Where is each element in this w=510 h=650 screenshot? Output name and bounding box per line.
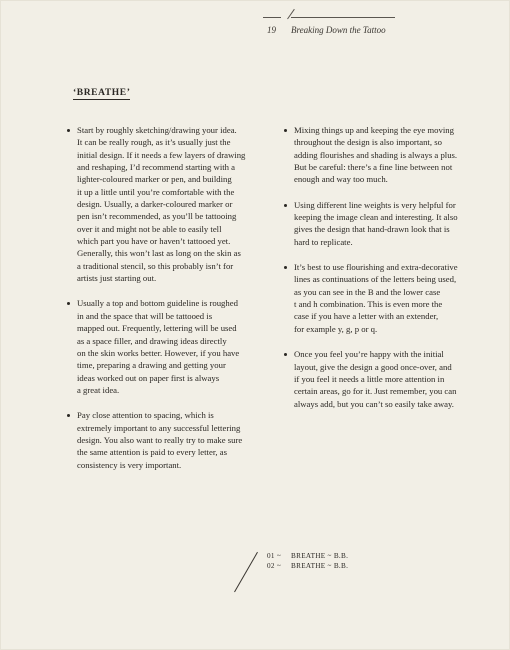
bullet-item	[284, 124, 494, 186]
bullet-item	[67, 124, 279, 284]
credit-number: 02 ~	[267, 562, 282, 570]
bullet-icon	[284, 266, 287, 269]
bullet-text: Once you feel you’re happy with the initial layout, give the design a good once-over, and if you feel it needs a little more attention in certain areas, go for it. Just remember, you can always add, but you can’t so easily take away.	[294, 349, 457, 409]
section-heading: ‘BREATHE’	[73, 88, 131, 98]
bullet-text: Pay close attention to spacing, which is extremely important to any successful lettering design. You also want to really try to make sure the same attention is paid to every letter, as consistency is very important.	[77, 410, 243, 470]
bullet-text: Using different line weights is very helpful for keeping the image clean and interesting. It also gives the design that hand-drawn look that is hard to replicate.	[294, 199, 458, 247]
bullet-text: It’s best to use flourishing and extra-decorative lines as continuations of the letters being used, as you can see in the B and the lower case t and h combination. This is even more the case if you have a letter with an extender, for example y, g, p or q.	[294, 262, 458, 334]
bullet-icon	[67, 129, 70, 132]
credit-number: 01 ~	[267, 552, 282, 560]
bullet-icon	[67, 302, 70, 305]
bullet-text: Start by roughly sketching/drawing your idea. It can be really rough, as it’s usually just the initial design. If it needs a few layers of drawing and reshaping, I’d recommend starting with a lighter-coloured marker or pen, and building it up a little until you’re comfortable with the design. Usually, a darker-coloured marker or pen isn’t recommended, as you’ll be tattooing over it and might not be able to easily tell which part you have or haven’t tattooed yet. Generally, this won’t last as long on the skin as a traditional stencil, so this probably isn’t for artists just starting out.	[77, 125, 246, 284]
bullet-icon	[67, 414, 70, 417]
bullet-icon	[284, 129, 287, 132]
right-column	[284, 124, 494, 410]
image-credit	[267, 562, 348, 570]
running-title: Breaking Down the Tattoo	[291, 25, 386, 35]
bullet-item	[67, 297, 279, 396]
left-column	[67, 124, 279, 471]
bullet-text: Mixing things up and keeping the eye moving throughout the design is also important, so adding flourishes and shading is always a plus. But be careful: there’s a fine line between not enough and way too much.	[294, 125, 458, 185]
bullet-icon	[284, 353, 287, 356]
header-rule-right	[291, 17, 395, 18]
bullet-icon	[284, 204, 287, 207]
bullet-text: Usually a top and bottom guideline is roughed in and the space that will be tattooed is mapped out. Frequently, lettering will be used as a space filler, and drawing ideas directly on the skin works better. However, if you have time, preparing a drawing and getting your ideas worked out on paper first is always a great idea.	[77, 298, 240, 395]
header-rule-left	[263, 17, 281, 18]
credit-text: BREATHE ~ B.B.	[291, 562, 349, 570]
credit-text: BREATHE ~ B.B.	[291, 552, 349, 560]
page-number: 19	[267, 25, 276, 35]
bullet-item	[284, 199, 494, 248]
footer-slash	[234, 552, 258, 592]
bullet-item	[284, 348, 494, 410]
bullet-item	[284, 261, 494, 335]
image-credit	[267, 552, 348, 560]
bullet-item	[67, 409, 279, 471]
